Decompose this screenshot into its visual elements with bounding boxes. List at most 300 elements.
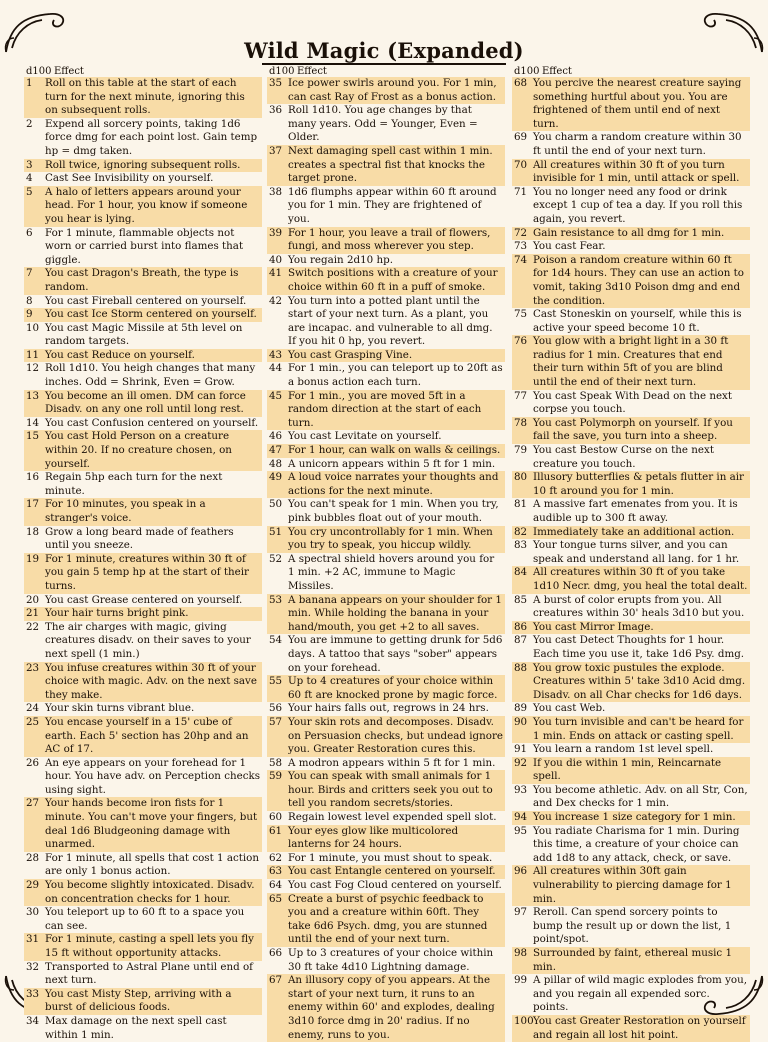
- table-row: [267, 974, 505, 1042]
- table-row: [24, 594, 262, 608]
- effect-text: You cast Grasping Vine.: [288, 348, 413, 361]
- roll-number: 49: [269, 471, 283, 484]
- table-row: [512, 865, 750, 906]
- roll-number: 13: [26, 389, 40, 402]
- roll-number: 45: [269, 389, 283, 402]
- table-row: [512, 254, 750, 308]
- table-row: [267, 430, 505, 444]
- effect-text: Up to 4 creatures of your choice within 60 ft are knocked prone by magic force.: [288, 675, 498, 701]
- table-row: [267, 825, 505, 852]
- table-row: [24, 417, 262, 431]
- table-row: [512, 1015, 750, 1042]
- table-column-3: [512, 66, 750, 1042]
- effect-text: Surrounded by faint, ethereal music 1 min.: [533, 947, 733, 973]
- roll-number: 22: [26, 620, 40, 633]
- roll-number: 60: [269, 811, 283, 824]
- roll-number: 65: [269, 892, 283, 905]
- table-row: [267, 390, 505, 431]
- roll-number: 93: [514, 783, 528, 796]
- effect-text: For 1 hour, you leave a trail of flowers, fungi, and moss wherever you step.: [288, 226, 491, 253]
- roll-number: 26: [26, 756, 40, 769]
- effect-text: You cast Fireball centered on yourself.: [45, 294, 247, 307]
- roll-number: 15: [26, 430, 40, 443]
- table-row: [267, 811, 505, 825]
- roll-number: 5: [26, 185, 33, 198]
- effect-text: Your hair turns bright pink.: [45, 607, 189, 620]
- table-row: [512, 227, 750, 241]
- roll-number: 77: [514, 389, 528, 402]
- roll-number: 23: [26, 661, 40, 674]
- roll-number: 96: [514, 865, 528, 878]
- roll-number: 54: [269, 634, 283, 647]
- effect-header: Effect: [54, 66, 84, 77]
- table-row: [512, 702, 750, 716]
- effect-text: You no longer need any food or drink except 1 cup of tea a day. If you roll this again, you revert.: [533, 185, 743, 225]
- effect-text: You can speak with small animals for 1 hour. Birds and critters seek you out to tell you random secrets/stories.: [288, 770, 493, 810]
- roll-number: 82: [514, 525, 528, 538]
- effect-text: Regain lowest level expended spell slot.: [288, 811, 497, 824]
- table-row: [512, 444, 750, 471]
- roll-number: 34: [26, 1014, 40, 1027]
- effect-text: Your skin rots and decomposes. Disadv. on Persuasion checks, but undead ignore you. Greater Restoration cures this.: [288, 715, 503, 756]
- table-row: [267, 716, 505, 757]
- effect-text: Create a burst of psychic feedback to you and a creature within 60ft. They take 6d6 Psych. dmg, you are stunned until the end of your next turn.: [288, 892, 488, 946]
- table-row: [267, 770, 505, 811]
- roll-number: 67: [269, 974, 283, 987]
- table-row: [24, 757, 262, 798]
- table-row: [512, 471, 750, 498]
- effect-text: You percive the nearest creature saying something hurtful about you. You are frightened of them until end of next turn.: [533, 77, 742, 130]
- roll-number: 88: [514, 661, 528, 674]
- table-row: [24, 906, 262, 933]
- roll-number: 38: [269, 185, 283, 198]
- table-row: [24, 526, 262, 553]
- table-row: [512, 240, 750, 254]
- effect-text: Your skin turns vibrant blue.: [45, 702, 195, 715]
- effect-text: Roll 1d10. You heigh changes that many inches. Odd = Shrink, Even = Grow.: [45, 362, 256, 389]
- effect-text: For 1 hour, can walk on walls & ceilings.: [288, 444, 501, 457]
- roll-number: 86: [514, 620, 528, 633]
- roll-number: 32: [26, 960, 40, 973]
- table-row: [24, 322, 262, 349]
- table-row: [24, 186, 262, 227]
- table-row: [512, 498, 750, 525]
- table-row: [267, 594, 505, 635]
- table-row: [24, 227, 262, 268]
- effect-text: You cast Web.: [533, 702, 606, 715]
- effect-text: You cast Detect Thoughts for 1 hour. Each time you use it, take 1d6 Psy. dmg.: [533, 634, 745, 660]
- table-row: [512, 335, 750, 389]
- effect-text: A spectral shield hovers around you for 1 min. +2 AC, immune to Magic Missiles.: [288, 552, 495, 592]
- roll-number: 70: [514, 158, 528, 171]
- roll-number: 18: [26, 525, 40, 538]
- roll-number: 58: [269, 756, 283, 769]
- table-row: [24, 961, 262, 988]
- roll-number: 44: [269, 362, 283, 375]
- effect-text: Switch positions with a creature of your choice within 60 ft in a puff of smoke.: [288, 267, 498, 293]
- effect-text: For 1 minute, you must shout to speak.: [288, 851, 493, 864]
- effect-text: You cast Bestow Curse on the next creature you touch.: [533, 444, 714, 470]
- effect-text: All creatures within 30 ft of you take 1d10 Necr. dmg, you heal the total dealt.: [533, 566, 748, 592]
- roll-number: 28: [26, 851, 40, 864]
- roll-number: 52: [269, 552, 283, 565]
- effect-text: An eye appears on your forehead for 1 hour. You have adv. on Perception checks using sight.: [45, 756, 260, 796]
- roll-number: 1: [26, 77, 33, 89]
- effect-text: Transported to Astral Plane until end of next turn.: [45, 960, 253, 987]
- effect-text: A burst of color erupts from you. All creatures within 30' heals 3d10 but you.: [533, 593, 745, 620]
- table-row: [267, 498, 505, 525]
- table-column-1: [24, 66, 262, 1042]
- table-row: [512, 390, 750, 417]
- table-row: [267, 553, 505, 594]
- table-row: [267, 295, 505, 349]
- roll-number: 14: [26, 416, 40, 429]
- effect-text: You are immune to getting drunk for 5d6 days. A tattoo that says "sober" appears on your forehead.: [288, 634, 503, 674]
- effect-text: You cast Levitate on yourself.: [288, 430, 442, 443]
- roll-number: 85: [514, 593, 528, 606]
- table-row: [512, 417, 750, 444]
- table-row: [24, 308, 262, 322]
- rows-column-1: [24, 77, 262, 1042]
- table-row: [267, 349, 505, 363]
- roll-number: 21: [26, 607, 40, 620]
- effect-text: You cast Ice Storm centered on yourself.: [45, 308, 257, 321]
- effect-text: Your eyes glow like multicolored lanterns for 24 hours.: [288, 824, 459, 851]
- roll-number: 90: [514, 715, 528, 728]
- table-row: [24, 1015, 262, 1042]
- roll-number: 68: [514, 77, 528, 89]
- table-row: [267, 145, 505, 186]
- table-row: [24, 702, 262, 716]
- effect-text: You radiate Charisma for 1 min. During this time, a creature of your choice can add 1d8 to any attack, check, or save.: [533, 824, 740, 864]
- wild-magic-table: [24, 66, 750, 1041]
- effect-text: Gain resistance to all dmg for 1 min.: [533, 226, 725, 239]
- roll-number: 69: [514, 131, 528, 144]
- effect-text: Ice power swirls around you. For 1 min, can cast Ray of Frost as a bonus action.: [288, 77, 497, 103]
- effect-text: You cast Magic Missile at 5th level on random targets.: [45, 321, 243, 348]
- roll-number: 33: [26, 987, 40, 1000]
- roll-number: 19: [26, 552, 40, 565]
- roll-number: 59: [269, 770, 283, 783]
- roll-number: 98: [514, 947, 528, 959]
- effect-text: Max damage on the next spell cast within 1 min.: [45, 1014, 227, 1041]
- roll-number: 92: [514, 756, 528, 769]
- effect-header: Effect: [542, 66, 572, 77]
- roll-number: 31: [26, 933, 40, 946]
- table-row: [512, 526, 750, 540]
- table-row: [512, 308, 750, 335]
- roll-number: 71: [514, 185, 528, 198]
- table-row: [512, 784, 750, 811]
- roll-number: 6: [26, 226, 33, 239]
- table-row: [24, 852, 262, 879]
- effect-text: Up to 3 creatures of your choice within 30 ft take 4d10 Lightning damage.: [288, 947, 494, 973]
- roll-number: 20: [26, 593, 40, 606]
- effect-text: A massive fart emenates from you. It is audible up to 300 ft away.: [533, 498, 738, 524]
- effect-text: You encase yourself in a 15' cube of earth. Each 5' section has 20hp and an AC of 17.: [45, 715, 249, 756]
- roll-number: 73: [514, 240, 528, 253]
- roll-number: 9: [26, 308, 33, 321]
- table-row: [267, 267, 505, 294]
- table-row: [512, 757, 750, 784]
- table-row: [24, 498, 262, 525]
- roll-number: 100: [514, 1014, 534, 1027]
- column-header: [512, 66, 750, 77]
- effect-text: You cast Hold Person on a creature within 20. If no creature chosen, on yourself.: [45, 430, 232, 470]
- roll-number: 40: [269, 253, 283, 266]
- table-row: [512, 811, 750, 825]
- roll-number: 57: [269, 715, 283, 728]
- effect-text: You become slightly intoxicated. Disadv. on concentration checks for 1 hour.: [45, 879, 255, 905]
- title-underline: [262, 63, 506, 65]
- table-row: [267, 634, 505, 675]
- table-row: [512, 594, 750, 621]
- effect-text: You cast Entangle centered on yourself.: [288, 865, 496, 878]
- table-row: [267, 362, 505, 389]
- roll-number: 16: [26, 471, 40, 484]
- roll-number: 12: [26, 362, 40, 375]
- roll-number: 17: [26, 498, 40, 511]
- effect-text: You cast Reduce on yourself.: [45, 348, 195, 361]
- table-row: [24, 118, 262, 159]
- effect-text: Roll on this table at the start of each turn for the next minute, ignoring this on subsequent rolls.: [45, 77, 245, 117]
- effect-text: You can't speak for 1 min. When you try, pink bubbles float out of your mouth.: [288, 498, 499, 524]
- roll-number: 37: [269, 144, 283, 157]
- roll-number: 61: [269, 824, 283, 837]
- table-row: [512, 906, 750, 947]
- table-row: [512, 947, 750, 974]
- roll-number: 53: [269, 593, 283, 606]
- effect-text: Your hands become iron fists for 1 minute. You can't move your fingers, but deal 1d6 Bludgeoning damage with unarmed.: [45, 797, 258, 851]
- roll-number: 36: [269, 104, 283, 117]
- effect-text: You cast Polymorph on yourself. If you fail the save, you turn into a sheep.: [533, 416, 733, 443]
- roll-number: 50: [269, 498, 283, 511]
- table-row: [24, 471, 262, 498]
- effect-text: You increase 1 size category for 1 min.: [533, 811, 736, 824]
- effect-text: Your hairs falls out, regrows in 24 hrs.: [288, 702, 489, 715]
- effect-text: You infuse creatures within 30 ft of your choice with magic. Adv. on the next save they make.: [45, 661, 257, 701]
- table-row: [267, 947, 505, 974]
- roll-number: 47: [269, 444, 283, 457]
- table-row: [512, 634, 750, 661]
- rows-column-3: [512, 77, 750, 1042]
- effect-text: You cast Greater Restoration on yourself and regain all lost hit point.: [533, 1014, 746, 1041]
- table-row: [267, 77, 505, 104]
- roll-number: 39: [269, 226, 283, 239]
- effect-text: A modron appears within 5 ft for 1 min.: [288, 756, 496, 769]
- effect-text: You grow toxic pustules the explode. Creatures within 5' take 3d10 Acid dmg. Disadv. on all Char checks for 1d6 days.: [533, 661, 746, 701]
- table-row: [24, 172, 262, 186]
- table-row: [24, 159, 262, 173]
- table-row: [512, 159, 750, 186]
- effect-text: If you die within 1 min, Reincarnate spell.: [533, 756, 722, 783]
- effect-text: You turn into a potted plant until the start of your next turn. As a plant, you are incapac. and vulnerable to all dmg. If you hit 0 hp, you revert.: [288, 294, 493, 348]
- roll-number: 74: [514, 253, 528, 266]
- table-row: [267, 702, 505, 716]
- effect-text: For 1 min., you can teleport up to 20ft as a bonus action each turn.: [288, 362, 503, 389]
- roll-number: 43: [269, 348, 283, 361]
- effect-text: You charm a random creature within 30 ft until the end of your next turn.: [533, 131, 742, 157]
- roll-number: 76: [514, 335, 528, 348]
- table-row: [24, 988, 262, 1015]
- roll-number: 42: [269, 294, 283, 307]
- table-row: [512, 743, 750, 757]
- table-row: [24, 295, 262, 309]
- page-title: Wild Magic (Expanded): [244, 38, 524, 63]
- die-header: d100: [514, 66, 540, 77]
- roll-number: 91: [514, 743, 528, 756]
- roll-number: 63: [269, 865, 283, 878]
- effect-text: You cast Fear.: [533, 240, 606, 253]
- effect-text: You turn invisible and can't be heard for 1 min. Ends on attack or casting spell.: [533, 715, 744, 742]
- roll-number: 46: [269, 430, 283, 443]
- column-header: [24, 66, 262, 77]
- roll-number: 55: [269, 675, 283, 688]
- effect-text: An illusory copy of you appears. At the start of your next turn, it runs to an enemy within 60' and explodes, dealing 3d10 force dmg in 20' radius. If no enemy, runs to you.: [288, 974, 495, 1041]
- table-row: [24, 716, 262, 757]
- table-row: [267, 675, 505, 702]
- die-header: d100: [269, 66, 295, 77]
- roll-number: 89: [514, 702, 528, 715]
- roll-number: 25: [26, 715, 40, 728]
- roll-number: 27: [26, 797, 40, 810]
- table-row: [24, 933, 262, 960]
- table-row: [267, 186, 505, 227]
- effect-text: A halo of letters appears around your head. For 1 hour, you know if someone you hear is lying.: [45, 185, 248, 225]
- roll-number: 72: [514, 226, 528, 239]
- effect-text: Reroll. Can spend sorcery points to bump the result up or down the list, 1 point/spot.: [533, 906, 732, 946]
- roll-number: 29: [26, 879, 40, 892]
- table-row: [267, 865, 505, 879]
- roll-number: 48: [269, 457, 283, 470]
- effect-text: You cast Mirror Image.: [533, 620, 654, 633]
- effect-text: Grow a long beard made of feathers until you sneeze.: [45, 525, 234, 552]
- table-row: [267, 104, 505, 145]
- roll-number: 3: [26, 158, 33, 171]
- effect-text: A pillar of wild magic explodes from you, and you regain all expended sorc. points.: [533, 974, 748, 1014]
- table-row: [512, 716, 750, 743]
- table-row: [267, 852, 505, 866]
- effect-text: You glow with a bright light in a 30 ft radius for 1 min. Creatures that end their turn within 5ft of you are blind until the end of their next turn.: [533, 335, 729, 389]
- table-row: [267, 893, 505, 947]
- roll-number: 41: [269, 267, 283, 280]
- roll-number: 64: [269, 879, 283, 892]
- table-row: [267, 757, 505, 771]
- table-row: [24, 607, 262, 621]
- effect-text: Immediately take an additional action.: [533, 525, 735, 538]
- table-row: [512, 186, 750, 227]
- effect-text: You cast Confusion centered on yourself.: [45, 416, 259, 429]
- effect-header: Effect: [297, 66, 327, 77]
- roll-number: 51: [269, 525, 283, 538]
- effect-text: For 10 minutes, you speak in a stranger's voice.: [45, 498, 206, 524]
- effect-text: Next damaging spell cast within 1 min. creates a spectral fist that knocks the target prone.: [288, 144, 493, 185]
- effect-text: For 1 minute, all spells that cost 1 action are only 1 bonus action.: [45, 851, 259, 878]
- effect-text: You become athletic. Adv. on all Str, Con, and Dex checks for 1 min.: [533, 783, 748, 810]
- effect-text: For 1 min., you are moved 5ft in a random direction at the start of each turn.: [288, 389, 482, 429]
- die-header: d100: [26, 66, 52, 77]
- table-row: [512, 825, 750, 866]
- table-row: [267, 879, 505, 893]
- roll-number: 30: [26, 906, 40, 919]
- table-row: [24, 797, 262, 851]
- table-row: [24, 362, 262, 389]
- effect-text: All creatures within 30 ft of you turn invisible for 1 min, until attack or spell.: [533, 158, 740, 185]
- effect-text: A banana appears on your shoulder for 1 min. While holding the banana in your hand/mouth, you get +2 to all saves.: [288, 593, 502, 633]
- roll-number: 56: [269, 702, 283, 715]
- roll-number: 97: [514, 906, 528, 919]
- table-row: [512, 566, 750, 593]
- roll-number: 66: [269, 947, 283, 959]
- table-row: [267, 227, 505, 254]
- table-row: [24, 349, 262, 363]
- table-row: [512, 539, 750, 566]
- effect-text: 1d6 flumphs appear within 60 ft around you for 1 min. They are frightened of you.: [288, 185, 497, 225]
- effect-text: Regain 5hp each turn for the next minute.: [45, 471, 223, 497]
- roll-number: 35: [269, 77, 283, 89]
- effect-text: You cast Grease centered on yourself.: [45, 593, 243, 606]
- table-row: [267, 444, 505, 458]
- effect-text: For 1 minute, flammable objects not worn or carried burst into flames that giggle.: [45, 226, 244, 266]
- effect-text: You cry uncontrollably for 1 min. When you try to speak, you hiccup wildly.: [288, 525, 493, 552]
- table-row: [24, 390, 262, 417]
- effect-text: You cast Dragon's Breath, the type is random.: [45, 267, 239, 293]
- effect-text: Cast Stoneskin on yourself, while this is active your speed become 10 ft.: [533, 308, 742, 334]
- effect-text: For 1 minute, casting a spell lets you fly 15 ft without opportunity attacks.: [45, 933, 254, 959]
- effect-text: A loud voice narrates your thoughts and actions for the next minute.: [288, 471, 499, 497]
- table-row: [267, 526, 505, 553]
- roll-number: 84: [514, 566, 528, 579]
- rows-column-2: [267, 77, 505, 1042]
- roll-number: 8: [26, 294, 33, 307]
- roll-number: 78: [514, 416, 528, 429]
- effect-text: Illusory butterflies & petals flutter in air 10 ft around you for 1 min.: [533, 471, 744, 497]
- table-row: [24, 77, 262, 118]
- table-row: [267, 254, 505, 268]
- roll-number: 11: [26, 348, 40, 361]
- table-row: [24, 553, 262, 594]
- roll-number: 81: [514, 498, 528, 511]
- effect-text: Roll twice, ignoring subsequent rolls.: [45, 158, 241, 171]
- effect-text: You cast Misty Step, arriving with a burst of delicious foods.: [45, 987, 232, 1014]
- table-row: [512, 131, 750, 158]
- table-row: [512, 974, 750, 1015]
- effect-text: Roll 1d10. You age changes by that many years. Odd = Younger, Even = Older.: [288, 104, 478, 144]
- table-row: [267, 458, 505, 472]
- roll-number: 2: [26, 117, 33, 130]
- table-row: [267, 471, 505, 498]
- effect-text: You teleport up to 60 ft to a space you can see.: [45, 906, 245, 932]
- effect-text: Cast See Invisibility on yourself.: [45, 172, 214, 185]
- roll-number: 7: [26, 267, 33, 280]
- effect-text: The air charges with magic, giving creatures disadv. on their saves to your next spell (1 min.): [45, 620, 251, 660]
- roll-number: 79: [514, 444, 528, 457]
- roll-number: 87: [514, 634, 528, 647]
- roll-number: 75: [514, 308, 528, 321]
- effect-text: You cast Fog Cloud centered on yourself.: [288, 879, 502, 892]
- roll-number: 4: [26, 172, 33, 185]
- effect-text: You cast Speak With Dead on the next corpse you touch.: [533, 389, 732, 416]
- effect-text: Poison a random creature within 60 ft for 1d4 hours. They can use an action to vomit, taking 3d10 Poison dmg and end the condition.: [533, 253, 744, 307]
- effect-text: A unicorn appears within 5 ft for 1 min.: [288, 457, 496, 470]
- effect-text: You learn a random 1st level spell.: [533, 743, 714, 756]
- roll-number: 10: [26, 321, 40, 334]
- table-column-2: [267, 66, 505, 1042]
- column-header: [267, 66, 505, 77]
- table-row: [24, 879, 262, 906]
- table-row: [512, 662, 750, 703]
- effect-text: Expend all sorcery points, taking 1d6 force dmg for each point lost. Gain temp hp = dmg taken.: [45, 117, 258, 157]
